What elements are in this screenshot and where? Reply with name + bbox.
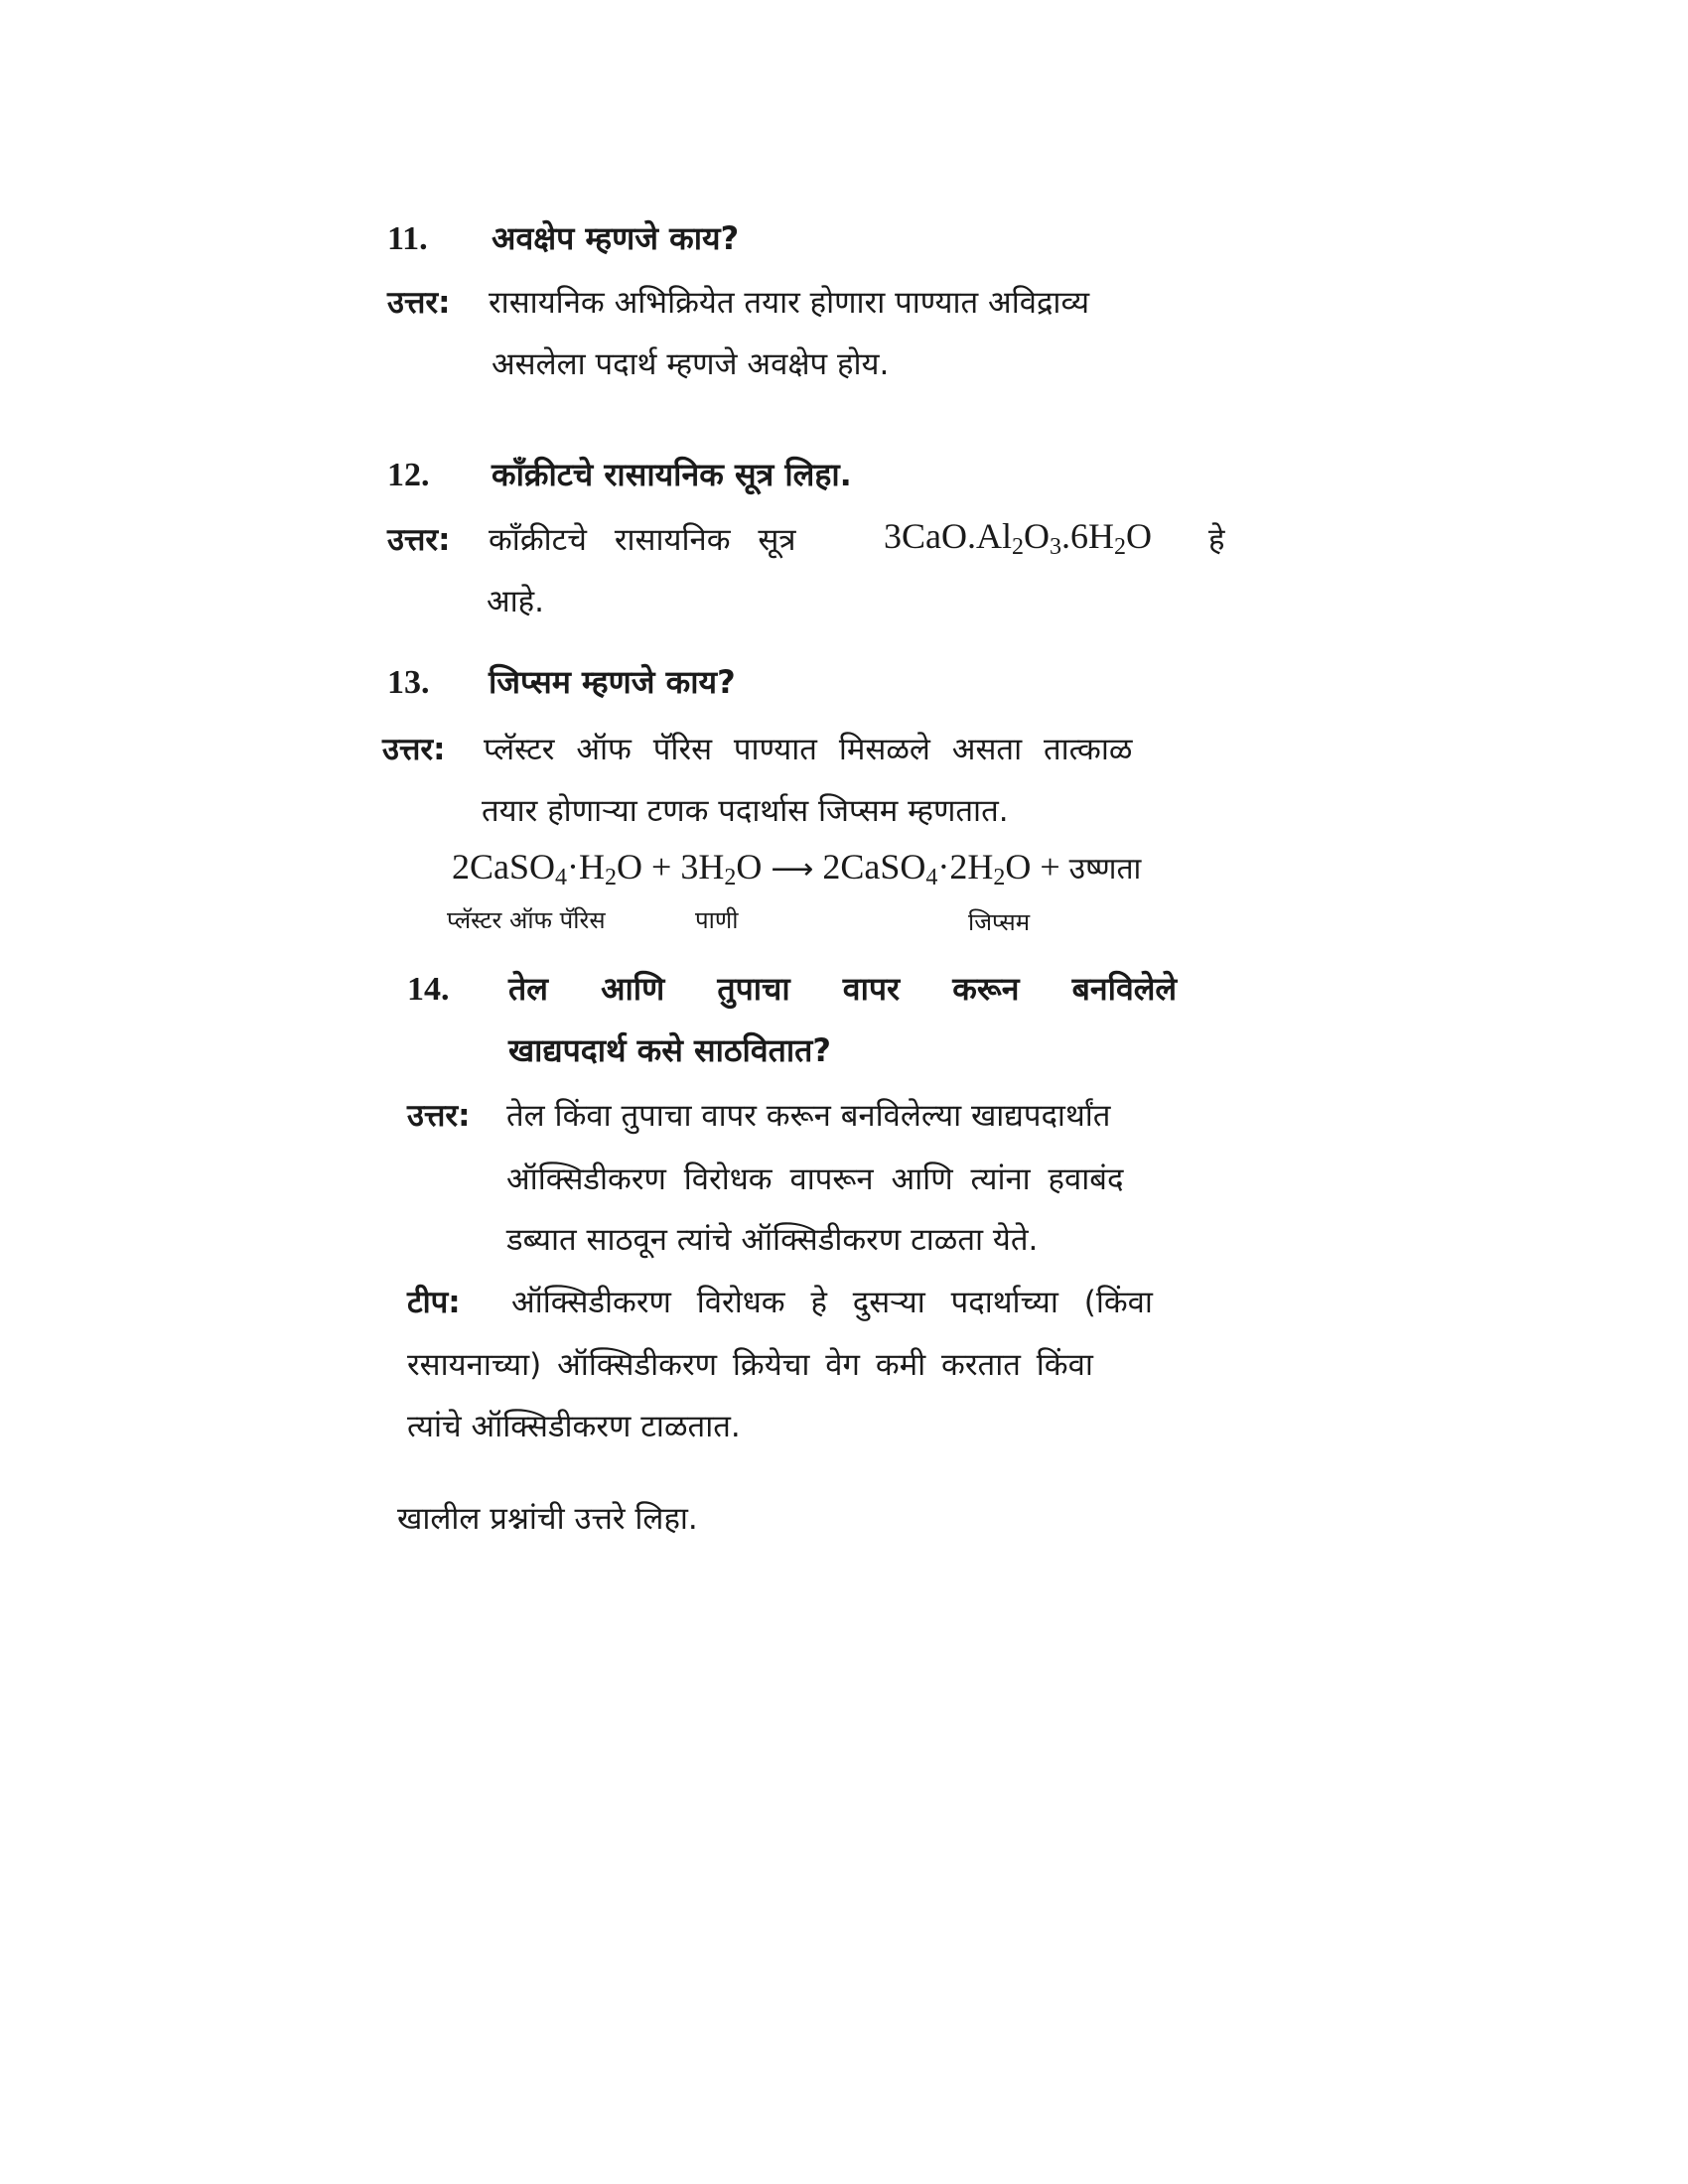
answer-label: उत्तर: [387, 522, 451, 558]
question-text: काँक्रीटचे रासायनिक सूत्र लिहा. [492, 456, 852, 493]
answer-line: रासायनिक अभिक्रियेत तयार होणारा पाण्यात अविद्राव्य [489, 285, 1090, 321]
chemical-equation: $2CaSO_4\cdot H_2O + 3H_2O$ ⟶ $2CaSO_4\cdot 2H_2O$ + उष्णता [452, 847, 1142, 890]
answer-line: असलेला पदार्थ म्हणजे अवक्षेप होय. [492, 346, 890, 382]
answer-line: काँक्रीटचे रासायनिक सूत्र [489, 522, 796, 558]
question-text: तेल आणि तुपाचा वापर करून बनविलेले [508, 970, 1178, 1008]
note-line: त्यांचे ऑक्सिडीकरण टाळतात. [407, 1409, 741, 1444]
question-number: 11. [387, 220, 428, 257]
question-number: 12. [387, 457, 430, 493]
answer-line: प्लॅस्टर ऑफ पॅरिस पाण्यात मिसळले असता तात्काळ [484, 732, 1133, 767]
answer-line-end: हे [1208, 522, 1225, 558]
question-text: खाद्यपदार्थ कसे साठवितात? [508, 1031, 831, 1069]
note-line: रसायनाच्या) ऑक्सिडीकरण क्रियेचा वेग कमी करतात किंवा [407, 1347, 1093, 1383]
answer-line: आहे. [487, 584, 544, 619]
question-text: जिप्सम म्हणजे काय? [489, 663, 736, 701]
section-instruction: खालील प्रश्नांची उत्तरे लिहा. [397, 1501, 698, 1537]
question-number: 14. [407, 971, 450, 1008]
answer-label: उत्तर: [387, 285, 451, 321]
answer-line: तेल किंवा तुपाचा वापर करून बनविलेल्या खाद्यपदार्थांत [506, 1098, 1111, 1134]
answer-line: ऑक्सिडीकरण विरोधक वापरून आणि त्यांना हवाबंद [506, 1161, 1124, 1197]
equation-label: प्लॅस्टर ऑफ पॅरिस [447, 906, 606, 934]
answer-label: उत्तर: [382, 732, 446, 767]
answer-line: तयार होणाऱ्या टणक पदार्थास जिप्सम म्हणतात. [482, 793, 1009, 829]
answer-line: डब्यात साठवून त्यांचे ऑक्सिडीकरण टाळता येते. [506, 1222, 1039, 1258]
equation-label: पाणी [695, 906, 739, 934]
question-number: 13. [387, 664, 430, 701]
equation-label: जिप्सम [968, 908, 1031, 936]
note-line: ऑक्सिडीकरण विरोधक हे दुसऱ्या पदार्थाच्या (किंवा [511, 1285, 1153, 1320]
chemical-formula: $3CaO.Al_2O_3.6H_2O$ [884, 516, 1152, 560]
note-label: टीप: [407, 1285, 461, 1320]
question-text: अवक्षेप म्हणजे काय? [492, 219, 740, 257]
answer-label: उत्तर: [407, 1098, 471, 1134]
